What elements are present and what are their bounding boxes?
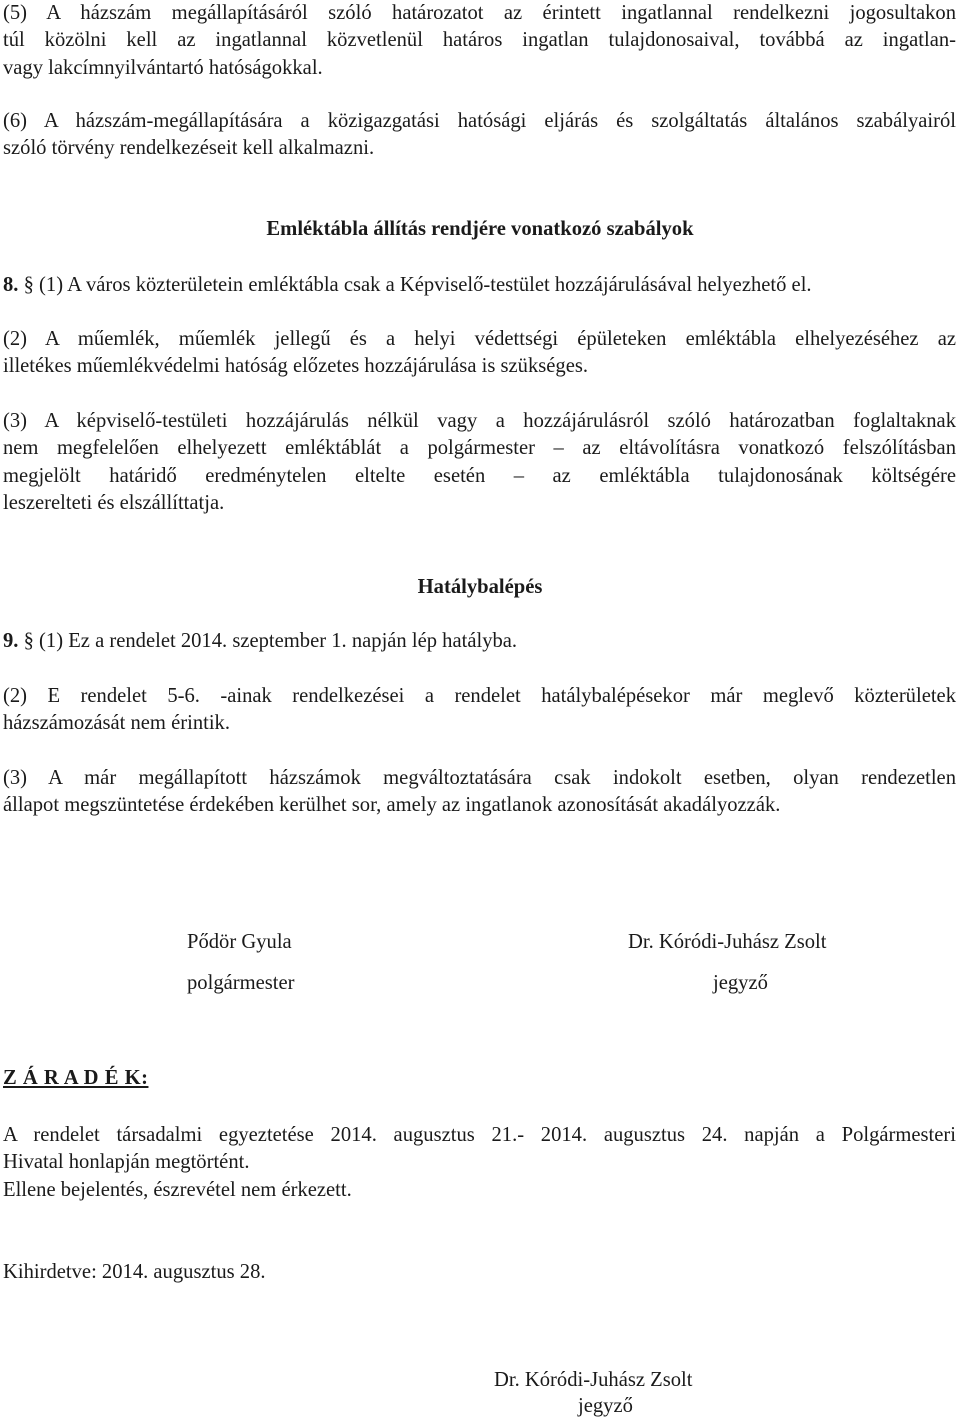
paragraph-8-2 [3, 326, 956, 381]
section-heading-hatalybalepes: Hatálybalépés [417, 576, 543, 598]
section-number: 9. [3, 630, 19, 652]
section-mark: § [18, 630, 34, 652]
paragraph-line [3, 272, 956, 299]
paragraph-8-3 [3, 408, 956, 518]
paragraph-9-3 [3, 765, 956, 820]
paragraph-line: nem megfelelően elhelyezett emléktáblát a polgármester – az eltávolításra vonatkozó felszólításban [3, 437, 956, 460]
paragraph-line: Ellene bejelentés, észrevétel nem érkezett. [3, 1178, 352, 1201]
paragraph-line: Hivatal honlapján megtörtént. [3, 1151, 250, 1174]
paragraph-line: (3) A képviselő-testületi hozzájárulás nélkül vagy a hozzájárulásról szóló határozatban foglaltaknak [3, 410, 956, 432]
paragraph-line: leszerelteti és elszállíttatja. [3, 492, 225, 515]
paragraph-line: (2) A műemlék, műemlék jellegű és a helyi védettségi épületeken emléktábla elhelyezéséhez az [3, 328, 956, 350]
signature-right-name: Dr. Kóródi-Juhász Zsolt [628, 931, 827, 953]
final-signature-name: Dr. Kóródi-Juhász Zsolt [494, 1369, 693, 1391]
paragraph-line: házszámozását nem érintik. [3, 712, 231, 735]
paragraph-line: megjelölt határidő eredménytelen eltelte esetén – az emléktábla tulajdonosának költségére [3, 464, 956, 487]
signature-left-title: polgármester [187, 972, 295, 994]
paragraph-line: túl közölni kell az ingatlannal közvetlenül határos ingatlan tulajdonosaival, továbbá az ingatlan- [3, 29, 956, 52]
paragraph-line [3, 628, 956, 655]
paragraph-9-1 [3, 628, 956, 655]
paragraph-text: (1) Ez a rendelet 2014. szeptember 1. napján lép hatályba. [33, 630, 518, 652]
signature-right-title: jegyző [713, 972, 768, 994]
section-number: 8. [3, 274, 19, 296]
zaradek-heading: Z Á R A D É K: [3, 1067, 149, 1089]
paragraph-line: (2) E rendelet 5-6. -ainak rendelkezései a rendelet hatálybalépésekor már meglevő közterületek [3, 685, 956, 707]
paragraph-line: A rendelet társadalmi egyeztetése 2014. augusztus 21.- 2014. augusztus 24. napján a Polgármesteri [3, 1124, 956, 1146]
section-heading-emlektabla: Emléktábla állítás rendjére vonatkozó szabályok [266, 218, 694, 240]
kihirdetve-line: Kihirdetve: 2014. augusztus 28. [3, 1261, 266, 1283]
paragraph-line: illetékes műemlékvédelmi hatóság előzetes hozzájárulása is szükséges. [3, 355, 588, 378]
paragraph-line: (5) A házszám megállapításáról szóló határozatot az érintett ingatlannal rendelkezni jogosultakon [3, 2, 956, 24]
paragraph-8-1 [3, 272, 956, 299]
signature-left-name: Pődör Gyula [187, 931, 292, 953]
paragraph-line: állapot megszüntetése érdekében kerülhet sor, amely az ingatlanok azonosítását akadályozzák. [3, 794, 781, 817]
paragraph-line: szóló törvény rendelkezéseit kell alkalmazni. [3, 137, 375, 160]
paragraph-line: (6) A házszám-megállapítására a közigazgatási hatósági eljárás és szolgáltatás általános szabályairól [3, 110, 956, 132]
paragraph-5 [3, 0, 956, 82]
paragraph-line: vagy lakcímnyilvántartó hatóságokkal. [3, 56, 323, 79]
section-mark: § [18, 274, 34, 296]
final-signature-title: jegyző [578, 1395, 633, 1417]
paragraph-6 [3, 108, 956, 163]
paragraph-text: (1) A város közterületein emléktábla csak a Képviselő-testület hozzájárulásával helyezhető el. [33, 274, 812, 296]
paragraph-9-2 [3, 683, 956, 738]
zaradek-paragraph [3, 1122, 956, 1204]
paragraph-line: (3) A már megállapított házszámok megváltoztatására csak indokolt esetben, olyan rendezetlen [3, 767, 956, 789]
